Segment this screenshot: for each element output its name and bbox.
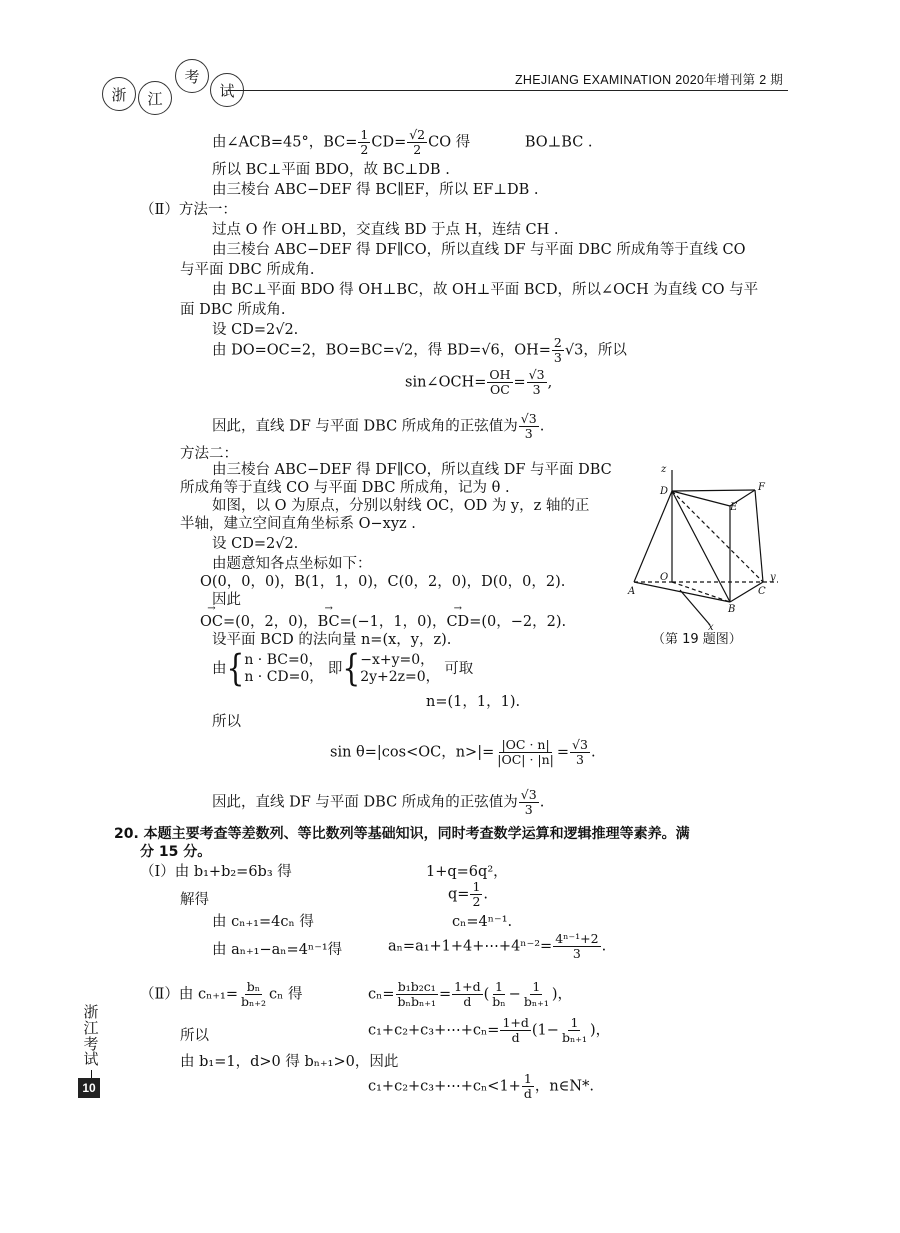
equation: sin θ=|cos<OC，n>|= $\frac{|OC \cdot n|}{|OC| \cdot |n|}$ = $\frac{√3}{3}$ .: [330, 737, 596, 767]
text-line: 1+q=6q²，: [426, 864, 508, 880]
text-line: 设 CD=2√2.: [212, 536, 299, 552]
equation: q= $\frac{1}{2}$ .: [448, 879, 488, 909]
figure-caption: （第 19 题图）: [652, 632, 742, 647]
label-E: E: [730, 502, 738, 513]
text-line: 因此，直线 DF 与平面 DBC 所成角的正弦值为 $\frac{√3}{3}$ .: [212, 787, 545, 817]
text-line: 设平面 BCD 的法向量 n=(x，y，z).: [212, 632, 452, 648]
equation: c₁+c₂+c₃+⋯+cₙ<1+ $\frac{1}{d}$ ，n∈N*.: [368, 1071, 594, 1101]
question-heading: 20. 本题主要考查等差数列、等比数列等基础知识，同时考查数学运算和逻辑推理等素养。满: [114, 826, 690, 842]
equation: c₁+c₂+c₃+⋯+cₙ= $\frac{1+d}{d}$ (1− $\frac{1}{\text{bₙ₊₁}}$ )，: [368, 1015, 611, 1045]
text-line: 所成角等于直线 CO 与平面 DBC 所成角，记为 θ .: [180, 480, 510, 496]
label-A: A: [628, 586, 636, 597]
text-line: 因此: [212, 592, 241, 608]
text-line: 由 b₁=1，d>0 得 bₙ₊₁>0，因此: [180, 1054, 399, 1070]
text-line: 由三棱台 ABC−DEF 得 DF∥CO，所以直线 DF 与平面 DBC: [212, 462, 612, 478]
label-z: z: [661, 464, 667, 475]
text-line: 所以: [212, 714, 241, 730]
logo-char: 试: [210, 73, 244, 107]
text-line: 由 DO=OC=2，BO=BC=√2，得 BD=√6，OH= $\frac{2}{3}$ √3，所以: [212, 335, 627, 365]
text-line: 由 BC⊥平面 BDO 得 OH⊥BC，故 OH⊥平面 BCD，所以∠OCH 为直线 CO 与平: [212, 282, 759, 298]
page-number: 10: [78, 1078, 100, 1098]
logo-char: 江: [138, 81, 172, 115]
text-line: 半轴，建立空间直角坐标系 O−xyz .: [180, 516, 416, 532]
geometry-figure: [620, 460, 790, 630]
text-line: → OC=(0，2，0)，→ BC=(−1，1，0)，→ CD=(0，−2，2).: [200, 614, 566, 631]
text-line: n=(1，1，1).: [426, 694, 521, 710]
journal-logo: [100, 55, 270, 115]
header-rule: [228, 90, 788, 91]
text-line: 由三棱台 ABC−DEF 得 BC∥EF，所以 EF⊥DB .: [212, 182, 539, 198]
text-line: 由三棱台 ABC−DEF 得 DF∥CO，所以直线 DF 与平面 DBC 所成角等于直线 CO: [212, 242, 746, 258]
question-heading: 分 15 分。: [140, 844, 212, 860]
equation-system: 由{ n · BC=0， n · CD=0， 即{ −x+y=0， 2y+2z=0， 可取: [212, 646, 474, 690]
section-heading: 方法二：: [180, 446, 238, 462]
text-line: 过点 O 作 OH⊥BD，交直线 BD 于点 H，连结 CH .: [212, 222, 559, 238]
text-line: 因此，直线 DF 与平面 DBC 所成角的正弦值为 $\frac{√3}{3}$ .: [212, 411, 545, 441]
header-title: ZHEJIANG EXAMINATION 2020年增刊第 2 期: [515, 73, 784, 87]
text-line: 与平面 DBC 所成角.: [180, 262, 315, 278]
text-line: 所以: [180, 1028, 209, 1044]
text-line: 由∠ACB=45°，BC= $\frac{1}{2}$ CD= $\frac{√2}{2}$ CO 得 BO⊥BC .: [212, 127, 593, 157]
label-x: x: [708, 622, 714, 630]
text-line: 由题意知各点坐标如下：: [212, 556, 372, 572]
logo-char: 考: [175, 59, 209, 93]
label-B: B: [728, 604, 736, 615]
text-line: 由 aₙ₊₁−aₙ=4ⁿ⁻¹得: [212, 942, 343, 958]
equation: aₙ=a₁+1+4+⋯+4ⁿ⁻²= $\frac{\text{4ⁿ⁻¹+2}}{3}$ .: [388, 931, 607, 961]
section-heading: （Ⅱ）方法一：: [140, 202, 237, 218]
label-D: D: [660, 486, 669, 497]
text-line: 由 cₙ₊₁=4cₙ 得: [212, 914, 314, 930]
equation: cₙ= $\frac{\text{b₁b₂c₁}}{\text{bₙbₙ₊₁}}$ = $\frac{1+d}{d}$ ( $\frac{1}{\text{bₙ}}$ − $\frac{1}{\text{bₙ₊₁}}$ )，: [368, 979, 573, 1009]
text-line: 面 DBC 所成角.: [180, 302, 286, 318]
text-line: 设 CD=2√2.: [212, 322, 299, 338]
text-line: cₙ=4ⁿ⁻¹.: [452, 914, 513, 930]
equation: sin∠OCH= $\frac{OH}{OC}$ = $\frac{√3}{3}$ ,: [405, 367, 553, 397]
label-y: y: [770, 572, 776, 583]
text-line: 所以 BC⊥平面 BDO，故 BC⊥DB .: [212, 162, 450, 178]
label-O: O: [660, 572, 669, 583]
logo-char: 浙: [102, 77, 136, 111]
text-line: 解得: [180, 892, 209, 908]
equation: （Ⅱ）由 cₙ₊₁= $\frac{\text{bₙ}}{\text{bₙ₊₂}}$ cₙ 得: [140, 979, 303, 1009]
text-line: （Ⅰ）由 b₁+b₂=6b₃ 得: [140, 864, 292, 880]
text-line: O(0，0，0)，B(1，1，0)，C(0，2，0)，D(0，0，2).: [200, 574, 566, 590]
side-journal-title: 浙 江 考 试: [78, 1005, 104, 1084]
text-line: 如图，以 O 为原点，分别以射线 OC，OD 为 y，z 轴的正: [212, 498, 590, 514]
label-C: C: [758, 586, 766, 597]
label-F: F: [758, 482, 765, 493]
